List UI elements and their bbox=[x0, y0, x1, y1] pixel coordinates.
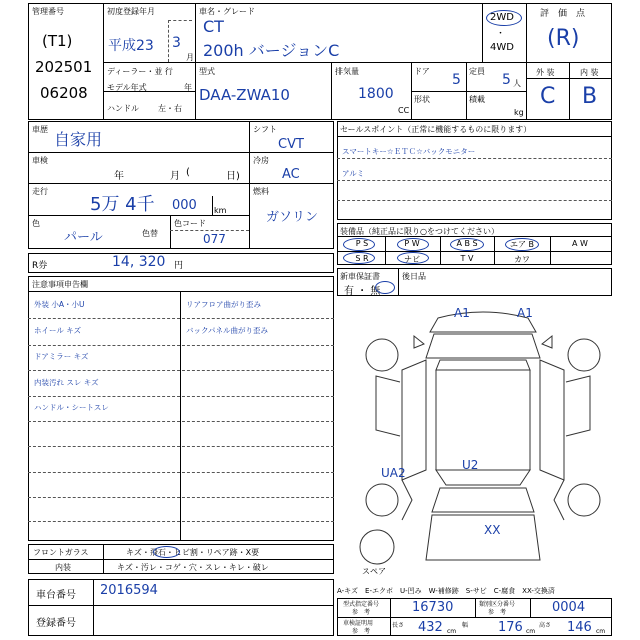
note-left-1: 外装 小A・小U bbox=[34, 300, 85, 309]
color-label: 色 bbox=[32, 219, 40, 228]
katashiki-label: 型式 bbox=[199, 67, 215, 76]
door-label: ドア bbox=[414, 67, 430, 76]
equip-leather: カワ bbox=[514, 255, 530, 264]
front-glass-label: フロントガラス bbox=[33, 548, 89, 557]
katajo-label: 形状 bbox=[414, 95, 430, 104]
color-change-label: 色替 bbox=[142, 229, 158, 238]
km-unit: km bbox=[214, 206, 227, 215]
equip-aw: A W bbox=[572, 239, 588, 248]
sales-point-line-2: アルミ bbox=[342, 169, 365, 178]
soko-label: 走行 bbox=[32, 187, 48, 196]
equip-navi: ナビ bbox=[404, 255, 420, 264]
katashiki-shitei-label: 型式指定番号 bbox=[343, 601, 380, 608]
spare-label: スペア bbox=[362, 567, 386, 576]
teiin-label: 定員 bbox=[469, 67, 485, 76]
notes-label: 注意事項申告欄 bbox=[32, 280, 88, 289]
drive-4wd: 4WD bbox=[490, 42, 514, 53]
gaiso-label: 外 装 bbox=[536, 68, 555, 77]
equip-pw: P W bbox=[404, 239, 420, 248]
kanri-number-1: 202501 bbox=[35, 58, 93, 76]
shaken-shomei-sankou: 参 考 bbox=[352, 628, 371, 635]
interior-label: 内装 bbox=[55, 563, 71, 572]
note-right-2: バックパネル曲がり歪み bbox=[186, 326, 269, 335]
hyoka-label: 評 価 点 bbox=[540, 9, 586, 19]
shift-label: シフト bbox=[253, 125, 277, 134]
model-year-unit: 年 bbox=[184, 83, 192, 92]
equip-sr: S R bbox=[355, 254, 369, 263]
touroku-label: 登録番号 bbox=[36, 618, 76, 629]
gaiso-grade: C bbox=[540, 84, 556, 109]
length-unit: cm bbox=[447, 628, 457, 635]
teiin-unit: 人 bbox=[513, 79, 521, 88]
length-label: 長さ bbox=[392, 622, 405, 629]
damage-ua2: UA2 bbox=[381, 466, 406, 480]
first-reg-month-unit: 月 bbox=[186, 53, 194, 62]
first-reg-month: 3 bbox=[172, 35, 181, 51]
note-left-3: ドアミラー キズ bbox=[34, 352, 89, 361]
note-right-1: リアフロア曲がり歪み bbox=[186, 300, 261, 309]
hosho-label: 新車保証書 bbox=[340, 272, 380, 281]
hosho: 有 ・ 無 bbox=[344, 286, 381, 297]
note-left-4: 内装汚れ スレ キズ bbox=[34, 378, 99, 387]
door: 5 bbox=[452, 72, 461, 88]
shift: CVT bbox=[278, 137, 304, 152]
color-code: 077 bbox=[203, 232, 226, 246]
length: 432 bbox=[418, 620, 443, 635]
nenryo: ガソリン bbox=[266, 210, 319, 225]
width: 176 bbox=[498, 620, 523, 635]
gobi-label: 後日品 bbox=[402, 272, 426, 281]
damage-a1-left: A1 bbox=[454, 306, 470, 320]
soko-small: 000 bbox=[172, 198, 197, 213]
shatai: 自家用 bbox=[54, 130, 103, 149]
equip-airbag: エア B bbox=[509, 240, 535, 249]
height-label: 高さ bbox=[539, 622, 552, 629]
rken-unit: 円 bbox=[174, 261, 184, 271]
kanri-number-2: 06208 bbox=[40, 84, 88, 102]
katashiki-shitei-sankou: 参 考 bbox=[352, 609, 371, 616]
teiin: 5 bbox=[502, 72, 511, 88]
naiso-label: 内 装 bbox=[580, 68, 599, 77]
handle-label: ハンドル bbox=[107, 104, 139, 113]
ruibetsu-label: 類別区分番号 bbox=[479, 601, 516, 608]
drive-dot: ・ bbox=[496, 29, 506, 39]
haiki-label: 排気量 bbox=[335, 67, 359, 76]
damage-legend: A-キズ E-エクボ U-凹み W-補修跡 S-サビ C-腐食 XX-交換済 bbox=[337, 587, 555, 595]
kanri-t: (T1) bbox=[42, 32, 73, 50]
rken: 14, 320 bbox=[112, 254, 166, 270]
front-glass: キズ・飛石・ヒビ割・リペア跡・X要 bbox=[126, 548, 260, 557]
soko: 5万 4千 bbox=[90, 194, 155, 215]
sales-point-label: セールスポイント（正常に機能するものに限ります） bbox=[340, 125, 532, 134]
shatai-label: 車歴 bbox=[32, 125, 48, 134]
katashiki-shitei: 16730 bbox=[412, 600, 454, 615]
interior: キズ・汚レ・コゲ・穴・スレ・キレ・破レ bbox=[117, 563, 269, 572]
equip-abs: A B S bbox=[456, 239, 478, 248]
ruibetsu: 0004 bbox=[552, 600, 586, 615]
equipment-label: 装備品（純正品に限り○をつけてください） bbox=[340, 227, 499, 236]
car-name: CT bbox=[203, 17, 224, 36]
width-unit: cm bbox=[526, 628, 536, 635]
equip-ps: P S bbox=[355, 239, 369, 248]
color: パール bbox=[64, 230, 103, 245]
kanri-label: 管理番号 bbox=[32, 7, 64, 16]
hyoka: (R) bbox=[547, 26, 580, 51]
damage-a1-right: A1 bbox=[517, 306, 533, 320]
shaken-paren: ( bbox=[186, 167, 190, 178]
chassis-label: 車台番号 bbox=[36, 590, 76, 601]
kg-unit: kg bbox=[514, 108, 524, 117]
sekisai-label: 積載 bbox=[469, 95, 485, 104]
reibo-label: 冷房 bbox=[253, 156, 269, 165]
model-year-label: モデル年式 bbox=[107, 83, 147, 92]
note-left-2: ホイール キズ bbox=[34, 326, 82, 335]
shaken-year: 年 bbox=[114, 171, 124, 182]
height-unit: cm bbox=[596, 628, 606, 635]
rken-label: R券 bbox=[32, 261, 48, 271]
width-label: 幅 bbox=[462, 622, 469, 629]
first-reg-label: 初度登録年月 bbox=[107, 7, 155, 16]
reibo: AC bbox=[282, 167, 300, 182]
equip-tv: T V bbox=[460, 254, 474, 263]
note-left-5: ハンドル・シートスレ bbox=[34, 403, 109, 412]
shaken-month: 月 bbox=[170, 171, 180, 182]
color-code-label: 色コード bbox=[174, 219, 206, 228]
katashiki: DAA-ZWA10 bbox=[199, 86, 290, 104]
height: 146 bbox=[567, 620, 592, 635]
drive-2wd: 2WD bbox=[490, 12, 514, 23]
cc-unit: CC bbox=[398, 106, 410, 115]
dealer-label: ディーラー・並 行 bbox=[107, 67, 173, 76]
first-reg-era: 平成23 bbox=[108, 38, 154, 54]
haiki: 1800 bbox=[358, 86, 394, 102]
handle-value: 左・右 bbox=[158, 104, 182, 113]
damage-xx: XX bbox=[484, 523, 501, 537]
name-label: 車名・グレード bbox=[199, 7, 255, 16]
damage-u2: U2 bbox=[462, 458, 479, 472]
naiso-grade: B bbox=[582, 84, 598, 109]
shaken-shomei-label: 車検証明用 bbox=[343, 620, 374, 627]
ruibetsu-sankou: 参 考 bbox=[488, 609, 507, 616]
shaken-day: 日) bbox=[226, 171, 240, 182]
car-grade: 200h バージョンC bbox=[203, 41, 340, 60]
nenryo-label: 燃料 bbox=[253, 187, 269, 196]
chassis: 2016594 bbox=[100, 583, 158, 598]
sales-point-line-1: スマートキー☆ＥＴＣ☆バックモニター bbox=[342, 147, 476, 156]
shaken-label: 車検 bbox=[32, 156, 48, 165]
